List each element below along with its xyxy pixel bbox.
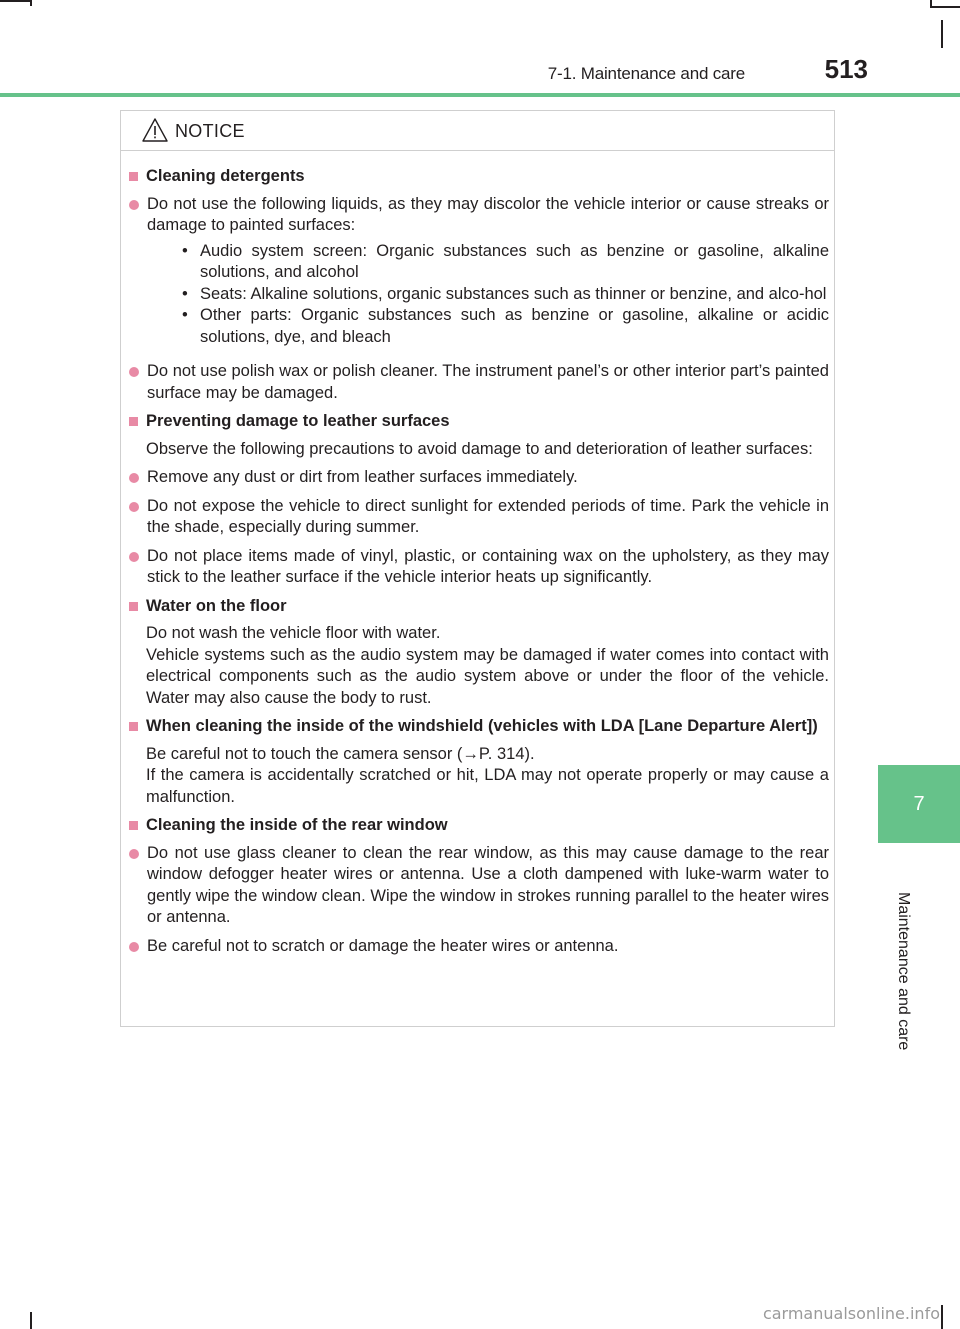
chapter-tab[interactable] — [878, 765, 960, 843]
notice-section — [129, 716, 829, 808]
crop-mark — [930, 6, 960, 8]
crop-mark — [941, 20, 943, 48]
list-item: Be careful not to scratch or damage the heater wires or antenna. — [129, 936, 829, 958]
section-heading: Cleaning the inside of the rear window — [129, 815, 829, 837]
sub-list — [147, 241, 829, 349]
square-bullet-icon — [129, 417, 138, 426]
round-bullet-icon — [129, 200, 139, 210]
notice-section — [129, 815, 829, 957]
section-heading: When cleaning the inside of the windshield (vehicles with LDA [Lane Departure Alert]) — [129, 716, 829, 738]
list-item: Do not expose the vehicle to direct sunlight for extended periods of time. Park the vehicle in the shade, especially during summer. — [129, 496, 829, 539]
notice-header — [121, 111, 834, 151]
sub-item: • Seats: Alkaline solutions, organic substances such as thinner or benzine, and alco-hol — [182, 284, 827, 303]
notice-section — [129, 411, 829, 589]
round-bullet-icon — [129, 552, 139, 562]
round-bullet-icon — [129, 473, 139, 483]
header-rule — [0, 93, 960, 97]
chapter-number: 7 — [913, 792, 925, 815]
square-bullet-icon — [129, 172, 138, 181]
crop-mark — [941, 1305, 943, 1329]
square-bullet-icon — [129, 602, 138, 611]
crop-mark — [30, 1312, 32, 1329]
page-number: 513 — [824, 54, 868, 84]
warning-icon — [141, 117, 169, 143]
list-item: Do not use glass cleaner to clean the rear window, as this may cause damage to the rear window defogger heater wires or antenna. Use a cloth dampened with luke-warm water to gently wipe the window clean. Wipe the window in strokes running parallel to the heater wires or antenna. — [129, 843, 829, 929]
round-bullet-icon — [129, 849, 139, 859]
section-text: Be careful not to touch the camera sensor (→P. 314). — [146, 744, 535, 763]
sub-item: • Other parts: Organic substances such as benzine or gasoline, alkaline or acidic solutions, dye, and bleach — [182, 306, 829, 346]
notice-label: NOTICE — [175, 121, 245, 141]
list-item: Do not place items made of vinyl, plastic, or containing wax on the upholstery, as they may stick to the leather surface if the vehicle interior heats up significantly. — [129, 546, 829, 589]
list-item: Do not use polish wax or polish cleaner. The instrument panel’s or other interior part’s painted surface may be damaged. — [129, 361, 829, 404]
section-heading: Preventing damage to leather surfaces — [129, 411, 829, 433]
notice-section — [129, 596, 829, 710]
round-bullet-icon — [129, 942, 139, 952]
notice-section — [129, 166, 829, 404]
section-heading: Water on the floor — [129, 596, 829, 618]
section-title: 7-1. Maintenance and care — [547, 64, 745, 83]
round-bullet-icon — [129, 367, 139, 377]
section-text: Observe the following precautions to avoid damage to and deterioration of leather surfaces: — [146, 439, 813, 458]
sub-item: • Audio system screen: Organic substances such as benzine or gasoline, alkaline solutions, and alcohol — [182, 241, 829, 281]
list-item: Remove any dust or dirt from leather surfaces immediately. — [129, 467, 829, 489]
chapter-title: Maintenance and care — [895, 892, 912, 1051]
watermark: carmanualsonline.info — [762, 1304, 940, 1323]
square-bullet-icon — [129, 722, 138, 731]
notice-box — [120, 110, 835, 1027]
crop-mark — [30, 0, 32, 6]
page-header — [0, 50, 960, 96]
round-bullet-icon — [129, 502, 139, 512]
crop-mark — [0, 0, 30, 2]
section-text: If the camera is accidentally scratched or hit, LDA may not operate properly or may cause a malfunction. — [146, 766, 829, 806]
section-text: Do not wash the vehicle floor with water. — [146, 624, 441, 642]
section-text: Vehicle systems such as the audio system may be damaged if water comes into contact with electrical components such as the audio system above or under the floor of the vehicle. Water may also cause the body to rust. — [146, 645, 829, 707]
list-item: Do not use the following liquids, as they may discolor the vehicle interior or cause streaks or damage to painted surfaces: • Audio system screen: Organic substances such as benzine or gasoline, alkaline solutions, and alcohol • Seats: Alkaline solutions, organic substances such as thinner or benzine, and alco-hol • Other parts: Organic substances such as benzine or gasoline, alkaline or acidic solutions, dye, and bleach — [129, 194, 829, 355]
section-heading: Cleaning detergents — [129, 166, 829, 188]
square-bullet-icon — [129, 821, 138, 830]
notice-body — [129, 166, 829, 964]
